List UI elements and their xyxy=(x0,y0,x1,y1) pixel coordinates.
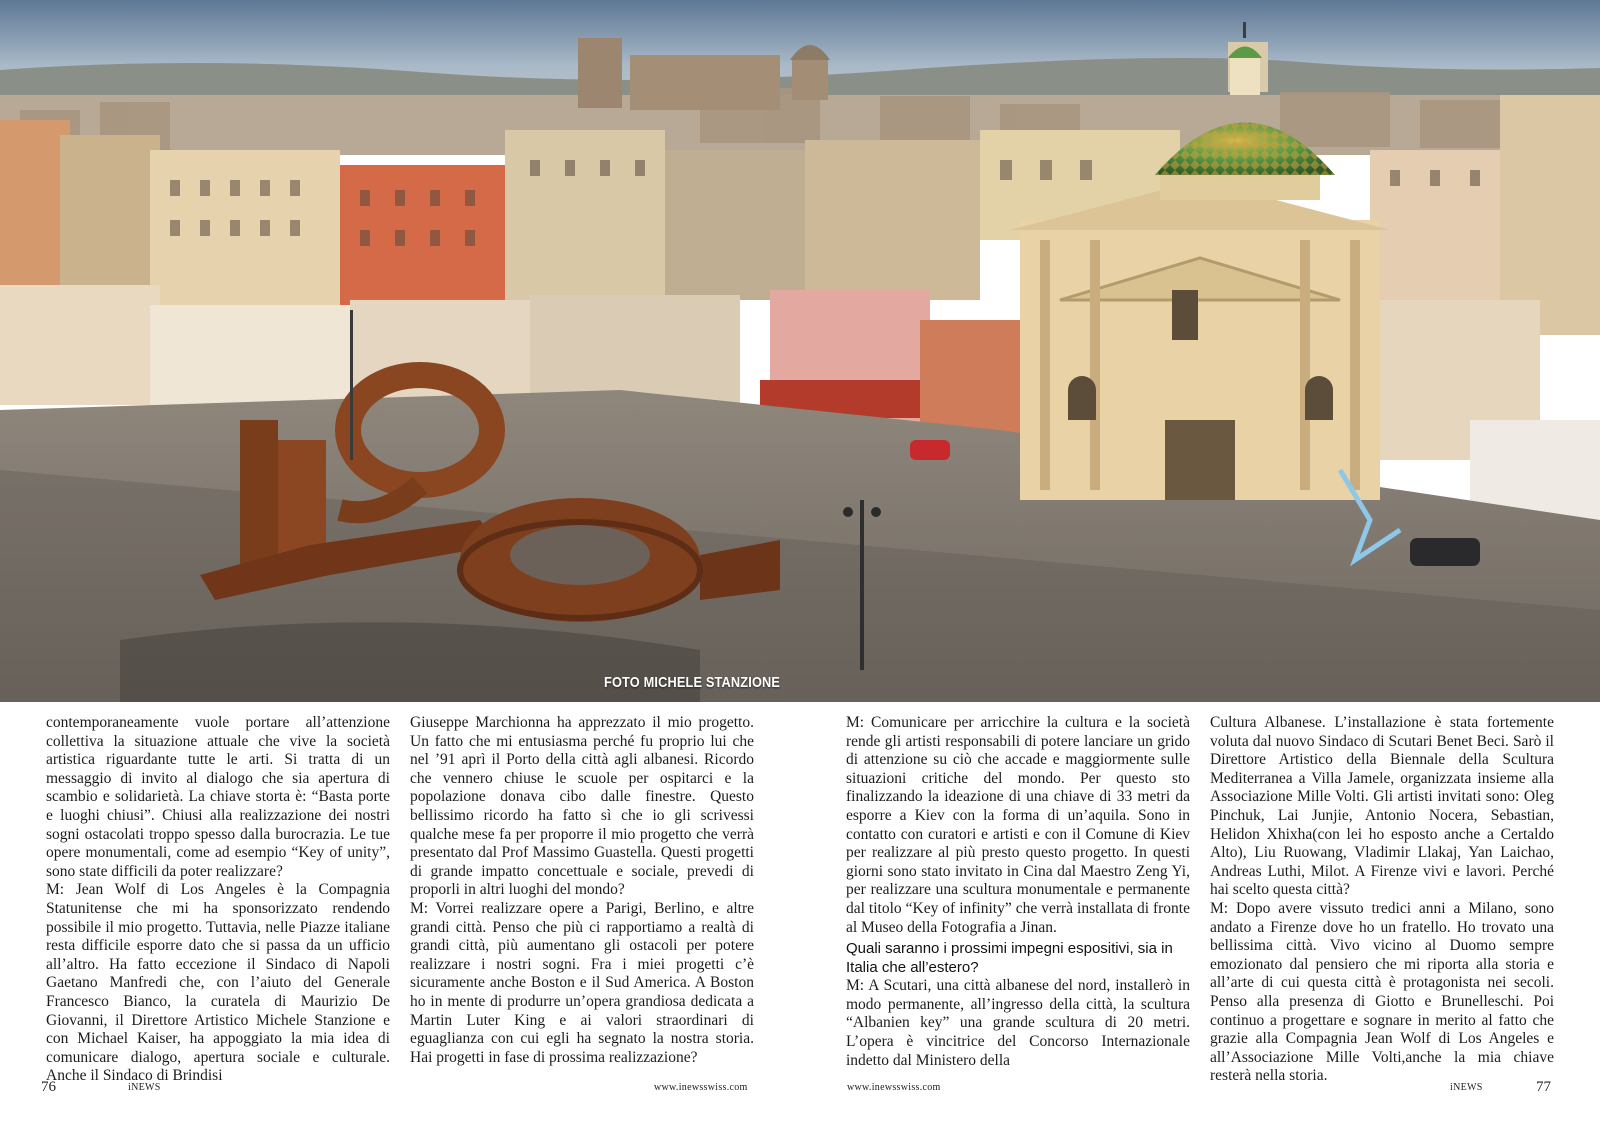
paragraph: M: Jean Wolf di Los Angeles è la Compagnia Statunitense che mi ha sponsorizzato rendendo possibile il mio progetto. Tuttavia, nelle Piazze italiane resta difficile esporre dato che si passa da un ufficio all’altro. Ha fatto eccezione il Sindaco di Napoli Gaetano Manfredi che, con l’aiuto del Generale Francesco Bianco, la curatela di Maurizio De Giovanni, il Direttore Artistico Michele Stanzione e con Michael Kaiser, ha appoggiato la mia idea di comunicare dialogo, apertura sociale e culturale. Anche il Sindaco di Brindisi xyxy=(46,881,390,1085)
brand-left: iNEWS xyxy=(128,1082,161,1093)
paragraph: Giuseppe Marchionna ha apprezzato il mio progetto. Un fatto che mi entusiasma perché fu proprio lui che nel ’91 aprì il Porto della città agli albanesi. Ricordo che vennero chiuse le scuole per ospitarci e la popolazione donava cibo dalle finestre. Questo bellissimo ricordo ha fatto sì che io gli scrivessi qualche mese fa per proporre il mio progetto che verrà presentato dal Prof Massimo Guastella. Questi progetti di grande impatto concettuale e sociale, prevedi di proporli in altri luoghi del mondo? xyxy=(410,714,754,899)
paragraph: M: Dopo avere vissuto tredici anni a Milano, sono andato a Firenze dove ho un fratello. Ho trovato una bellissima città. Vivo vicino al Duomo sempre emozionato dal pensiero che mi riporta alla storia e all’arte di cui questa città è protagonista nei secoli. Penso alla presenza di Giotto e Brunelleschi. Poi continuo a progettare e sognare in merito al fatto che grazie alla Compagnia Jean Wolf di Los Angeles e all’Associazione Mille Volti,anche la mia chiave resterà nella storia. xyxy=(1210,899,1554,1085)
text-column-4 xyxy=(1210,714,1554,1086)
paragraph: contemporaneamente vuole portare all’attenzione collettiva la situazione attuale che vive la società artistica riguardante tutte le arti. Si tratta di un messaggio di invito al dialogo che sia apertura di scambio e solidarietà. La chiave storta è: “Basta porte e luoghi chiusi”. Chiusi alla realizzazione dei nostri sogni ostacolati troppo spesso dalla burocrazia. Le tue opere monumentali, come ad esempio “Key of unity”, sono state difficili da poter realizzare? xyxy=(46,714,390,880)
website-link-right[interactable]: www.inewsswiss.com xyxy=(847,1082,941,1093)
interview-question: Quali saranno i prossimi impegni espositivi, sia in Italia che all’estero? xyxy=(846,940,1173,977)
text-column-3 xyxy=(846,714,1190,1070)
page-number-right: 77 xyxy=(1536,1079,1551,1095)
text-column-1 xyxy=(46,714,390,1086)
brand-right: iNEWS xyxy=(1450,1082,1483,1093)
paragraph: M: A Scutari, una città albanese del nord, installerò in modo permanente, all’ingresso della città, la scultura “Albanien key” una grande scultura di 20 metri. L’opera è vincitrice del Concorso Internazionale indetto dal Ministero della xyxy=(846,977,1190,1069)
paragraph: M: Comunicare per arricchire la cultura e la società rende gli artisti responsabili di potere lanciare un grido di attenzione su ciò che accade e maggiormente sulle situazioni critiche del mondo. Per questo sto finalizzando la ideazione di una chiave di 33 metri da esporre a Kiev con la forma di un’aquila. Sono in contatto con curatori e artisti e con il Comune di Kiev per realizzare al più presto questo progetto. In questi giorni sono stato invitato in Cina dal Maestro Zeng Yi, per realizzare una scultura monumentale e permanente dal titolo “Key of infinity” che verrà installata di fronte al Museo della Fotografia a Jinan. xyxy=(846,714,1190,936)
bell-tower xyxy=(578,38,622,108)
text-column-2 xyxy=(410,714,754,1067)
paragraph: M: Vorrei realizzare opere a Parigi, Berlino, e altre grandi città. Penso che più ci rapportiamo a realtà di grandi città, più aumentano gli ostacoli per potere realizzare i nostri sogni. Fra i miei progetti c’è sicuramente anche Boston e il Sud America. A Boston ho in mente di produrre un’opera grandiosa dedicata a Martin Luter King e ai valori straordinari di eguaglianza con cui egli ha segnato la nostra storia. Hai progetti in fase di prossima realizzazione? xyxy=(410,899,754,1066)
photo-credit: FOTO MICHELE STANZIONE xyxy=(604,674,781,691)
website-link-left[interactable]: www.inewsswiss.com xyxy=(654,1082,748,1093)
paragraph: Cultura Albanese. L’installazione è stata fortemente voluta dal nuovo Sindaco di Scutari Benet Beci. Sarò il Direttore Artistico della Biennale della Scultura Mediterranea a Villa Jamele, organizzata insieme alla Associazione Mille Volti. Gli artisti invitati sono: Oleg Pinchuk, Lai Junjie, Antonio Nocera, Sebastian, Helidon Xhixha(con lei ho esposto anche a Certaldo Alto), Liu Ruowang, Vladimir Llakaj, Yan Laichao, Andreas Luthi, Milot. A Firenze vivi e lavori. Perché hai scelto questa città? xyxy=(1210,714,1554,899)
page-number-left: 76 xyxy=(41,1079,56,1095)
